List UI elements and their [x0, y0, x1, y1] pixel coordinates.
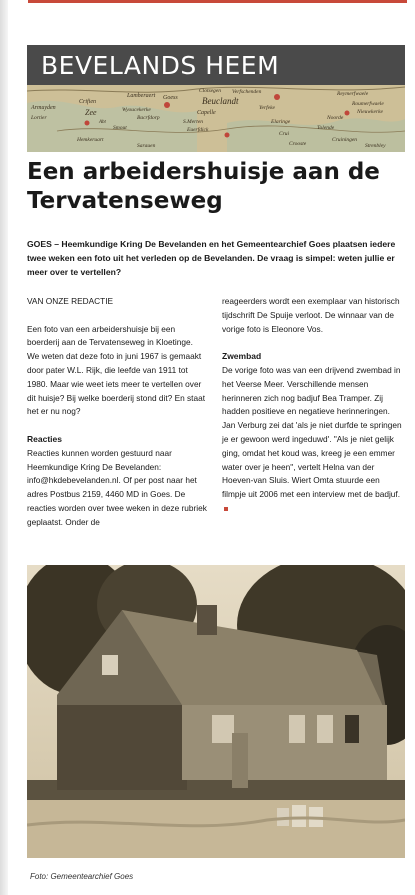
banner-title-bar [27, 45, 405, 85]
map-label: Nieuwkerke [357, 109, 383, 115]
map-label: Sarauen [137, 143, 156, 149]
subheading-reacties: Reacties [27, 433, 62, 444]
paragraph: Een foto van een arbeidershuisje bij een boerderij aan de Tervatenseweg in Kloetinge. We weten dat deze foto in juni 1967 is gemaakt door pater W.L. Rijk, die leefde van 1911 tot 1980. Maar wie weet iets meer te vertellen over dit huisje? Bij welke boerderij stond dit? En staat het er nu nog? [27, 323, 206, 417]
map-label: Wyoucekerke [122, 107, 151, 113]
map-label: Smout [113, 125, 127, 131]
paragraph: Reacties kunnen worden gestuurd naar Heemkundige Kring De Bevelanden: info@hkdebevelanden.nl. Of per post naar het adres Postbus 2159, 4460 MD in Goes. De reacties worden over twee weken in deze rubriek geplaatst. Onder de [27, 447, 207, 527]
map-label: Capelle [197, 110, 216, 116]
article-title: Een arbeidershuisje aan de Tervatenseweg [27, 159, 380, 214]
map-label: Yerfeke [259, 105, 275, 111]
house-photo-image [27, 565, 405, 858]
map-label: Verfschenden [232, 89, 262, 95]
map-label: Elaringe [271, 119, 291, 125]
map-label: Cruiningen [332, 137, 358, 143]
map-label: Lortier [31, 115, 47, 121]
map-label: Clotsegen [199, 88, 221, 94]
paragraph: reageerders wordt een exemplaar van historisch tijdschrift De Spuije verloot. De winnaar van de vorige foto is Eleonore Vos. [222, 296, 400, 334]
map-label: Zee [85, 108, 97, 117]
map-label: Lamberaert [127, 93, 156, 99]
house-photo [27, 565, 405, 858]
map-label: Goess [163, 95, 178, 101]
map-label: Reymerfwaele [337, 91, 369, 97]
paragraph [222, 364, 402, 516]
map-label: Bacrfdorp [137, 115, 160, 121]
article-column-left [27, 295, 207, 530]
article-lead: GOES – Heemkundige Kring De Bevelanden en het Gemeentearchief Goes plaatsen iedere twee weken een foto uit het verleden op de Bevelanden. De vraag is simpel: weten jullie er meer over te vertellen? [27, 239, 396, 277]
article-column-right [222, 295, 402, 516]
section-banner [27, 45, 405, 152]
subheading-zwembad: Zwembad [222, 351, 262, 362]
photo-caption: Foto: Gemeentearchief Goes [30, 872, 134, 881]
map-label: Crooste [289, 141, 307, 147]
paragraph-text: De vorige foto was van een drijvend zwembad in het Veerse Meer. Verschillende mensen herinneren zich nog badjuf Bea Tramper. Zij hadden positieve en negatieve herinneringen. Jan Verburg zei dat 'als je niet durfde te springen je er gewoon werd ingeduwd'. "Als je niet gelijk ging, omdat het koud was, kreeg je een emmer water over je heen", vertelt Helna van der Hoeven-van Sluis. Wiert Omta stuurde een filmpje uit 2006 met een interview met de badjuf. [222, 364, 402, 500]
section-title: BEVELANDS HEEM [41, 51, 280, 80]
map-label: Beuclandt [202, 96, 239, 106]
map-label: Tolende [317, 125, 335, 131]
map-label: Roumerfwaele [352, 101, 384, 107]
old-map-image [27, 83, 405, 152]
page-edge-shadow [0, 0, 8, 895]
map-label: Armuyden [31, 105, 56, 111]
map-label: Crui [279, 131, 290, 137]
map-label: Crifien [79, 99, 97, 105]
map-label: Abt [99, 120, 106, 125]
map-label: Noorde [327, 115, 344, 121]
top-accent-bar [28, 0, 407, 3]
map-label: Strenbley [365, 143, 386, 149]
byline: VAN ONZE REDACTIE [27, 296, 114, 306]
map-label: Hemkeruart [77, 137, 104, 143]
end-mark-icon [224, 507, 228, 511]
map-label: S.Merten [183, 119, 204, 125]
map-label: Euerfdick [187, 127, 209, 133]
